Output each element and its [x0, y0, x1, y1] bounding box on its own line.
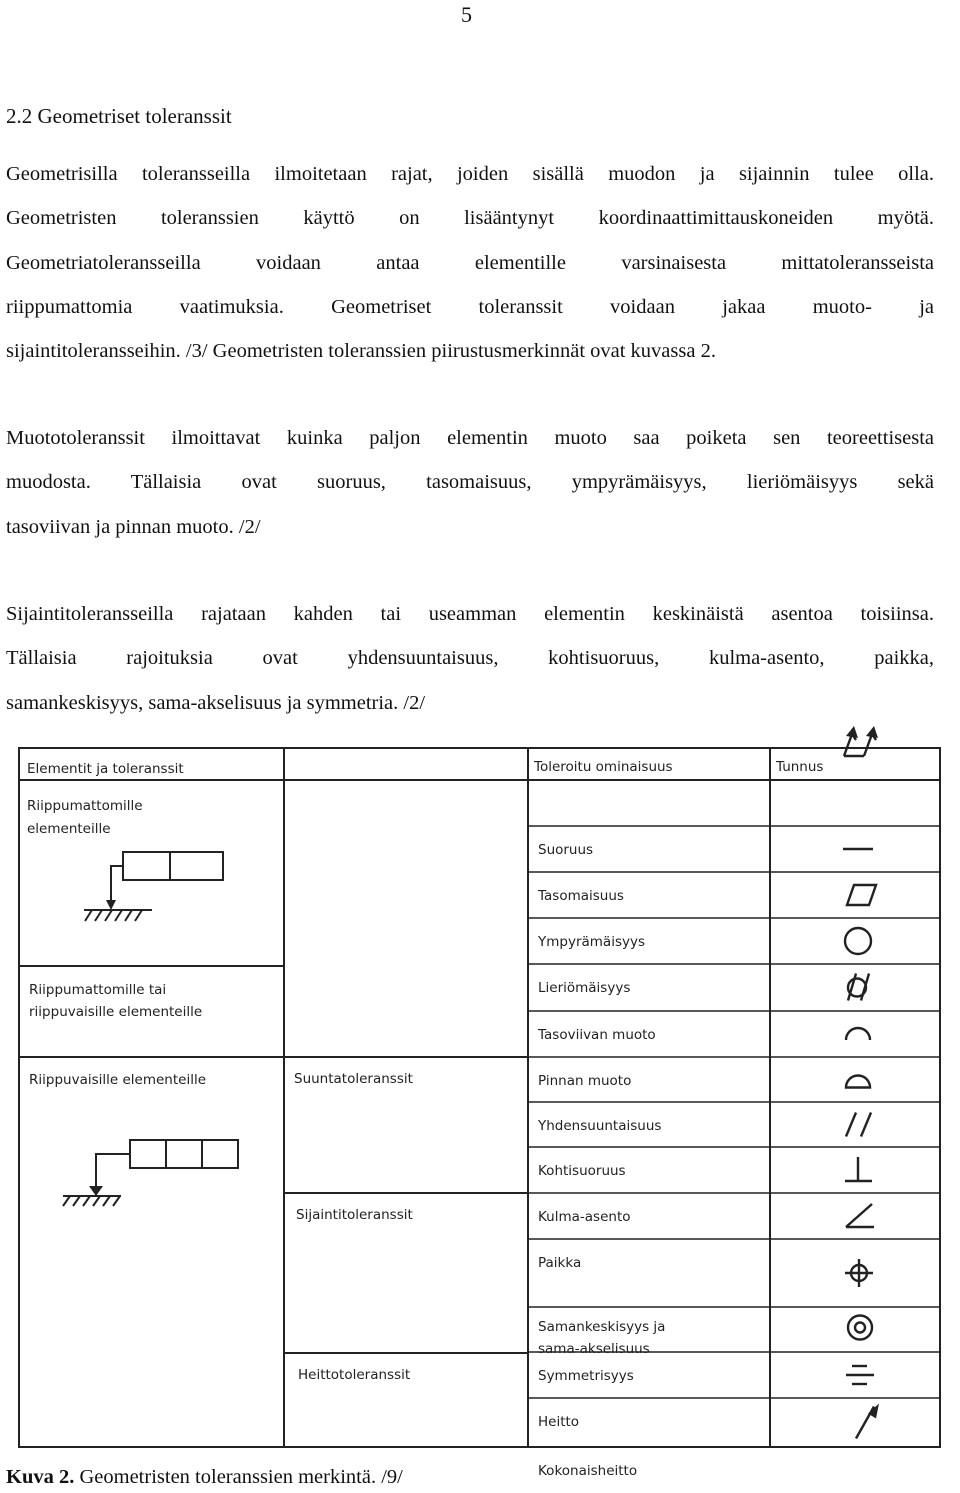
property-label: Kulma-asento [538, 1209, 631, 1225]
independent-element-drawing [84, 852, 223, 921]
page-number: 5 [461, 2, 472, 27]
property-label: Samankeskisyys ja [538, 1319, 666, 1335]
paragraph-line: tasoviivan ja pinnan muoto. /2/ [6, 515, 261, 538]
parallelism-icon [846, 1113, 871, 1137]
group1-label-line2: elementeille [27, 821, 111, 837]
caption-text: Geometristen toleranssien merkintä. /9/ [74, 1466, 403, 1488]
paragraph-line: Geometristen toleranssien käyttö on lisääntynyt koordinaattimittauskoneiden myötä. [6, 207, 934, 230]
paragraph-line: muodosta. Tällaisia ovat suoruus, tasomaisuus, ympyrämäisyys, lieriömäisyys sekä [6, 471, 934, 494]
property-label: Heitto [538, 1414, 580, 1430]
leader-arrowhead-icon [106, 900, 116, 910]
property-label: Kohtisuoruus [538, 1163, 626, 1179]
paragraph-line: samankeskisyys, sama-akselisuus ja symmetria. /2/ [6, 691, 426, 714]
paragraph-line: Geometriatoleransseilla voidaan antaa elementille varsinaisesta mittatoleransseista [6, 251, 934, 274]
paragraph-line: riippumattomia vaatimuksia. Geometriset toleranssit voidaan jakaa muoto- ja [6, 295, 934, 318]
property-label: Kokonaisheitto [538, 1463, 638, 1479]
line-profile-icon [846, 1028, 870, 1040]
paragraph-1 [6, 152, 934, 373]
total-runout-icon [844, 726, 878, 756]
paragraph-line: Muototoleranssit ilmoittavat kuinka paljon elementin muoto saa poiketa sen teoreettisesta [6, 427, 934, 449]
perpendicularity-icon [845, 1157, 872, 1181]
paragraph-line: Sijaintitoleransseilla rajataan kahden tai useamman elementin keskinäistä asentoa toisiinsa. [6, 603, 934, 625]
position-icon [845, 1259, 873, 1287]
group1-label-line1: Riippumattomille [27, 798, 143, 814]
angularity-icon [846, 1204, 874, 1227]
property-label: Tasomaisuus [538, 888, 624, 904]
property-label: Tasoviivan muoto [538, 1027, 656, 1043]
symmetry-icon [846, 1366, 874, 1384]
header-tolerated-property: Toleroitu ominaisuus [534, 759, 673, 775]
section-heading: 2.2 Geometriset toleranssit [6, 104, 232, 128]
property-label: Pinnan muoto [538, 1073, 632, 1089]
paragraph-line: Tällaisia rajoituksia ovat yhdensuuntaisuus, kohtisuoruus, kulma-asento, paikka, [6, 647, 934, 670]
property-label: Symmetrisyys [538, 1368, 634, 1384]
circularity-icon [845, 928, 871, 954]
property-label: Yhdensuuntaisuus [538, 1118, 662, 1134]
property-label: Paikka [538, 1255, 582, 1271]
cylindricity-icon [848, 974, 869, 1001]
caption-label: Kuva 2. [6, 1466, 75, 1488]
property-label: sama-akselisuus [538, 1341, 650, 1357]
paragraph-3 [6, 592, 934, 725]
group2-label-line1: Riippumattomille tai [29, 982, 167, 998]
paragraph-line: sijaintitoleransseihin. /3/ Geometristen toleranssien piirustusmerkinnät ovat kuvassa 2. [6, 340, 716, 363]
datum-triangle-icon [89, 1186, 103, 1196]
runout-icon [856, 1404, 879, 1439]
concentricity-icon [848, 1316, 872, 1340]
subgroup-direction: Suuntatoleranssit [294, 1071, 413, 1087]
paragraph-line: Geometrisilla toleransseilla ilmoitetaan rajat, joiden sisällä muodon ja sijainnin tulee olla. [6, 163, 934, 185]
property-label: Suoruus [538, 842, 594, 858]
figure-caption [6, 1466, 403, 1489]
property-label: Ympyrämäisyys [538, 934, 645, 950]
group3-label: Riippuvaisille elementeille [29, 1072, 207, 1088]
header-elements-tolerances: Elementit ja toleranssit [27, 761, 184, 777]
paragraph-2 [6, 416, 934, 549]
header-symbol: Tunnus [776, 759, 824, 775]
dependent-element-drawing [63, 1140, 238, 1206]
flatness-icon [847, 885, 876, 905]
surface-profile-icon [846, 1076, 870, 1088]
group2-label-line2: riippuvaisille elementeille [29, 1004, 203, 1020]
property-label: Lieriömäisyys [538, 980, 631, 996]
subgroup-position: Sijaintitoleranssit [296, 1207, 413, 1223]
subgroup-runout: Heittotoleranssit [298, 1367, 411, 1383]
